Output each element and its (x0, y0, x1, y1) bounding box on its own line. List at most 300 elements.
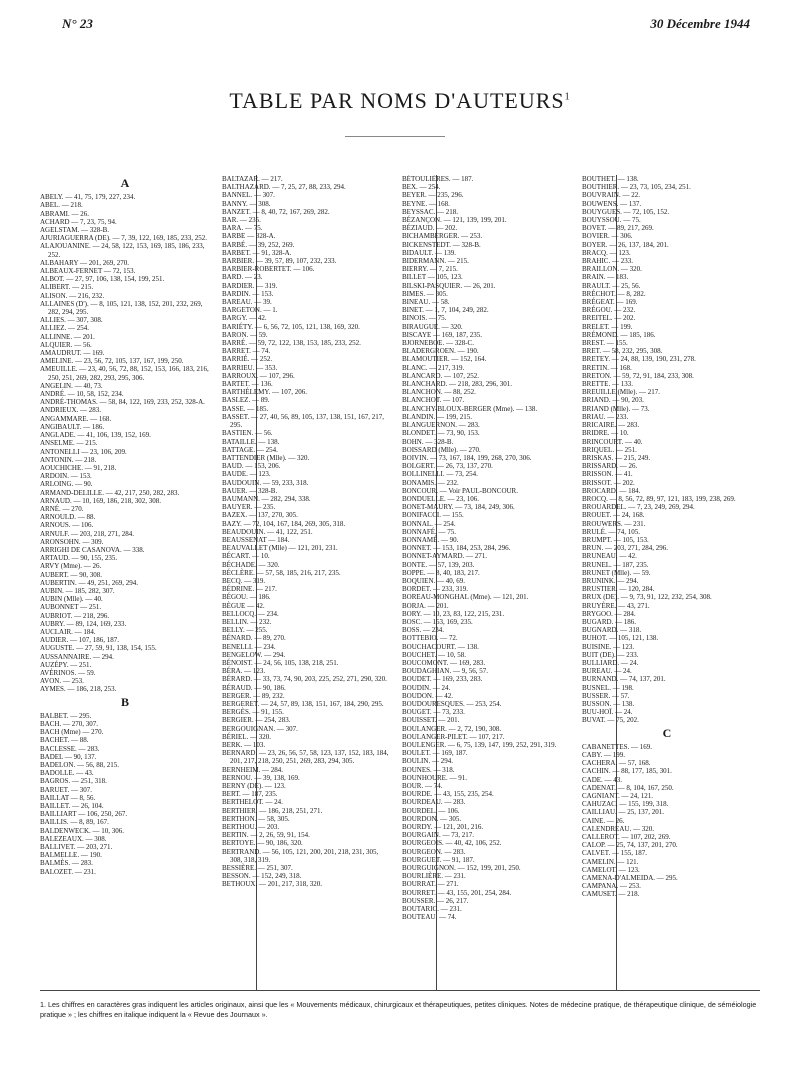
author-entry: BRUYÈRE. — 43, 271. (582, 601, 650, 610)
author-entry: BACH (Mme) — 270. (40, 728, 104, 737)
index-columns (40, 175, 760, 985)
author-entry: BOUCOMONT. — 169, 283. (402, 658, 486, 667)
author-entry: BAUER. — 328-B. (222, 486, 278, 495)
author-entry: BARBE — 328-A. (222, 232, 276, 241)
author-entry: BROCQ. — 8, 56, 72, 89, 97, 121, 183, 199, 238, 269. (582, 494, 736, 503)
author-entry: CABANETTES. — 169. (582, 742, 652, 751)
author-entry: BOURGUET. — 91, 187. (402, 855, 475, 864)
author-entry: BOUVRAIN. — 22. (582, 191, 640, 200)
author-entry: BESSON. — 152, 249, 318. (222, 872, 302, 881)
author-entry: BALTHAZARD. — 7, 25, 27, 88, 233, 294. (222, 183, 346, 192)
author-entry: BAZY. — 72, 104, 167, 184, 269, 305, 318. (222, 519, 346, 528)
author-entry: ALLIES. — 307, 308. (40, 316, 103, 325)
author-entry: BOSS. — 234. (402, 626, 445, 635)
author-entry: BERTIN. — 2, 26, 59, 91, 154. (222, 831, 310, 840)
author-entry: CAILLIAU. — 25, 137, 201. (582, 808, 665, 817)
author-entry: BARRÉ. — 59, 72, 122, 138, 153, 185, 233, 252. (222, 339, 361, 348)
author-entry: AUBERT. — 90, 308. (40, 570, 103, 579)
author-entry: CALLEROT. — 107, 202, 269. (582, 833, 671, 842)
author-entry: BRÉCHOT. — 8, 282. (582, 289, 646, 298)
author-entry: BUSNEL. — 198. (582, 683, 634, 692)
author-entry: BOUTHIER. — 23, 73, 105, 234, 251. (582, 183, 691, 192)
author-entry: BÉTOULIÈRES. — 187. (402, 175, 474, 183)
author-entry: BOUDET. — 169, 233, 283. (402, 675, 483, 684)
author-entry: ANDRIEUX. — 283. (40, 406, 102, 415)
author-entry: CAGNIANT. — 24, 121. (582, 792, 654, 801)
author-entry: BUSSER. — 57. (582, 691, 630, 700)
author-entry: BERTHON. — 58, 305. (222, 814, 290, 823)
footnote-rule (40, 990, 760, 991)
author-entry: BRYGOO. — 284. (582, 609, 636, 618)
author-entry: BERGIER. — 254, 283. (222, 716, 291, 725)
author-entry: BAILLIART — 106, 250, 267. (40, 810, 128, 819)
author-entry: BUIT (DE). — 233. (582, 650, 639, 659)
author-entry: BOSC. — 153, 169, 235. (402, 617, 473, 626)
author-entry: CADENAT. — 8, 104, 167, 250. (582, 783, 674, 792)
author-entry: BOHN. — 328-B. (402, 437, 454, 446)
author-entry: BATAILLE. — 138. (222, 437, 280, 446)
author-entry: BOUYGUES. — 72, 105, 152. (582, 207, 670, 216)
author-entry: CALVET. — 155, 187. (582, 849, 647, 858)
author-entry: BELLOCQ. — 234. (222, 609, 279, 618)
author-entry: CALENDREAU. — 320. (582, 824, 654, 833)
author-entry: BOUGET. — 73, 233. (402, 708, 465, 717)
author-entry: BUU-HOÏ. — 24. (582, 708, 633, 717)
author-entry: BUREAU. — 24. (582, 667, 632, 676)
author-entry: BERNY (DE). — 123. (222, 782, 286, 791)
author-entry: BOUTARIC. — 231. (402, 905, 462, 914)
author-entry: BOURDON. — 305. (402, 814, 462, 823)
author-entry: BUGNARD. — 318. (582, 626, 642, 635)
author-entry: BREST. — 155. (582, 339, 628, 348)
author-entry: BRUNINK. — 294. (582, 576, 639, 585)
author-entry: BATTAGE. — 254. (222, 445, 278, 454)
author-entry: BÉNOIST. — 24, 56, 105, 138, 218, 251. (222, 658, 339, 667)
author-entry: BASTIEN. — 56. (222, 429, 273, 438)
author-entry: BOLGERT. — 26, 73, 137, 270. (402, 462, 493, 471)
author-entry: BRAIN. — 183. (582, 273, 629, 282)
author-entry: BROUWERS. — 231. (582, 519, 646, 528)
author-entry: BAILLAT — 8, 56. (40, 793, 96, 802)
author-entry: BORJA. — 201. (402, 601, 449, 610)
author-entry: BRISKAS. — 215, 249. (582, 453, 651, 462)
author-entry: BOUNES. — 318. (402, 765, 455, 774)
author-entry: BOVIER. — 306. (582, 232, 633, 241)
author-entry: ARNOUS. — 106. (40, 521, 94, 530)
author-entry: BOUCHACOURT. — 138. (402, 642, 479, 651)
author-entry: BONTE. — 57, 139, 203. (402, 560, 475, 569)
author-entry: ALLAINES (D'). — 8, 105, 121, 138, 152, 201, 232, 269, 282, 294, 295. (40, 299, 203, 317)
author-entry: BLANC. — 217, 319. (402, 363, 465, 372)
author-entry: BOUDAGHIAN. — 9, 56, 57. (402, 667, 488, 676)
author-entry: BOVET. — 89, 217, 269. (582, 224, 654, 233)
author-entry: BECQ. — 319. (222, 576, 266, 585)
author-entry: AUBRIOT. — 218, 296. (40, 611, 110, 620)
author-entry: BOURLIÈRE. — 231. (402, 872, 466, 881)
author-entry: ANGELIN. — 40, 73. (40, 381, 103, 390)
author-entry: BRETON. — 59, 72, 91, 184, 233, 308. (582, 371, 694, 380)
author-entry: BARIÉTY. — 6, 56, 72, 105, 121, 138, 169, 320. (222, 322, 360, 331)
author-entry: AUBIN. — 185, 282, 307. (40, 586, 115, 595)
author-entry: BOULANGER. — 2, 72, 190, 308. (402, 724, 502, 733)
author-entry: BELLY. — 255. (222, 626, 268, 635)
author-entry: BRIQUEL. — 251. (582, 445, 637, 454)
author-entry: BALOZET. — 231. (40, 867, 96, 876)
author-entry: CAMPANA. — 253. (582, 882, 641, 891)
author-entry: BLANCHOT. — 107. (402, 396, 465, 405)
author-entry: BRÉGOU. — 232. (582, 306, 636, 315)
author-entry: BÉZANÇON. — 121, 139, 199, 201. (402, 216, 507, 225)
author-entry: BLANCHON. — 88, 252. (402, 388, 476, 397)
index-column (40, 175, 210, 985)
author-entry: BREITEL. — 202. (582, 314, 636, 323)
author-entry: BERGÈS. — 91, 155. (222, 708, 284, 717)
author-entry: BLANCHY-BLOUX-BERGER (Mme). — 138. (402, 404, 538, 413)
author-entry: AUSSANNAIRE. — 294. (40, 652, 114, 661)
author-entry: BARROUX. — 107, 296. (222, 371, 295, 380)
author-entry: BLONDET. — 73, 90, 153. (402, 429, 480, 438)
author-entry: BLADERGROEN. — 190. (402, 347, 479, 356)
author-entry: ABELY. — 41, 75, 179, 227, 234. (40, 193, 136, 202)
author-entry: BOURGEOIS. — 40, 42, 106, 252. (402, 839, 502, 848)
author-entry: ARTAUD. — 90, 155, 235. (40, 554, 118, 563)
author-entry: BERT. — 187, 235. (222, 790, 278, 799)
author-entry: BACHET. — 88. (40, 736, 89, 745)
author-entry: BUVAT. — 75, 202. (582, 716, 639, 725)
author-entry: AMELINE. — 23, 56, 72, 105, 137, 167, 199, 250. (40, 357, 184, 366)
author-entry: ANDRÉ-THOMAS. — 58, 84, 122, 169, 233, 252, 328-A. (40, 398, 205, 407)
author-entry: ANDRÉ. — 10, 58, 152, 234. (40, 390, 124, 399)
author-entry: BOURDEL. — 106. (402, 806, 460, 815)
index-column (222, 175, 392, 985)
author-entry: ALAJOUANINE. — 24, 58, 122, 153, 169, 185, 186, 233, 252. (40, 242, 205, 259)
author-entry: BERNARD. — 23, 26, 56, 57, 58, 123, 137, 152, 183, 184, 201, 217, 218, 250, 251, 269, 283, 294, 305. (222, 749, 389, 766)
author-entry: AOUCHICHE. — 91, 218. (40, 463, 117, 472)
author-entry: BARBÉ. — 39, 252, 269. (222, 240, 295, 249)
author-entry: BICHAMBERGER. — 253. (402, 232, 483, 241)
author-entry: CAMELOT. — 123. (582, 865, 640, 874)
author-entry: BOURDE. — 43, 155, 235, 254. (402, 790, 494, 799)
author-entry: BAR. — 235. (222, 216, 261, 225)
author-entry: BRIAND. — 90, 203. (582, 396, 644, 405)
author-entry: BIRAUGUE. — 320. (402, 322, 463, 331)
author-entry: BONNAFÉ. — 75. (402, 527, 457, 536)
author-entry: BROUET. — 24, 168. (582, 511, 645, 520)
author-entry: CABY. — 199. (582, 751, 626, 760)
author-entry: BOURDEAU. — 283. (402, 798, 466, 807)
author-entry: BRISSARD. — 26. (582, 462, 638, 471)
author-entry: BANNY. — 308. (222, 199, 271, 208)
author-entry: ALQUIER. — 56. (40, 340, 92, 349)
author-entry: BÉZIAUD. — 202. (402, 224, 458, 233)
author-entry: ANTONIN. — 218. (40, 455, 97, 464)
author-entry: BELLIN. — 232. (222, 617, 272, 626)
author-entry: BRELET. — 199. (582, 322, 633, 331)
author-entry: BIERRY. — 7, 215. (402, 265, 458, 274)
author-entry: CAMUSET. — 218. (582, 890, 640, 899)
author-entry: BAGROS. — 251, 318. (40, 777, 107, 786)
author-entry: BLANCHARD. — 218, 283, 296, 301. (402, 380, 513, 389)
author-entry: BOUTEAU. — 74. (402, 913, 457, 922)
author-entry: ANTONELLI — 23, 106, 209. (40, 447, 127, 456)
author-entry: BONIFACCI. — 155. (402, 511, 464, 520)
title-rule (345, 136, 445, 137)
author-entry: BENGELOW. — 294. (222, 650, 286, 659)
author-entry: ARNULF. — 203, 218, 271, 284. (40, 529, 134, 538)
author-entry: BOURRET. — 43, 155, 201, 254, 284. (402, 888, 512, 897)
section-letter: B (120, 694, 129, 709)
author-entry: BOURGEON. — 283. (402, 847, 466, 856)
index-column (582, 175, 752, 985)
author-entry: BAUYER. — 235. (222, 503, 276, 512)
author-entry: BALLIVET. — 203, 271. (40, 843, 113, 852)
author-entry: BUSSON. — 138. (582, 700, 635, 708)
author-entry: BALMÈS. — 283. (40, 859, 93, 868)
author-entry: BONAMIS. — 232. (402, 478, 459, 487)
author-entry: BOULIN. — 294. (402, 757, 453, 766)
author-entry: BREUILLE (Mlle). — 217. (582, 388, 660, 397)
author-entry: BOUYSSOU. — 75. (582, 216, 641, 225)
author-entry: BALBET. — 295. (40, 711, 92, 720)
author-entry: BOURGUIGNON. — 152, 199, 201, 250. (402, 864, 521, 873)
author-entry: BAREAU. — 39. (222, 298, 272, 307)
author-entry: AUDIER. — 107, 186, 187. (40, 636, 119, 645)
author-entry: BOUNHOURE. — 91. (402, 773, 467, 782)
author-entry: BOUCHET. — 10, 58. (402, 650, 467, 659)
author-entry: BALDENWECK. — 10, 306. (40, 826, 124, 835)
author-entry: BOYER. — 26, 137, 184, 201. (582, 240, 669, 249)
author-entry: BINEAU. — 58. (402, 298, 450, 307)
author-entry: BÈGUE — 42. (222, 601, 265, 610)
page-title (0, 88, 800, 114)
author-entry: ARMAND-DELILLE. — 42, 217, 250, 282, 283. (40, 488, 180, 497)
author-entry: ARRIGHI DE CASANOVA. — 338. (40, 545, 145, 554)
author-entry: ACHARD — 7, 23, 75, 94. (40, 217, 117, 226)
author-entry: BAILLET. — 26, 104. (40, 802, 104, 811)
author-entry: BAUDOUIN. — 59, 233, 318. (222, 478, 309, 487)
author-entry: BICKENSTEDT. — 328-B. (402, 240, 481, 249)
author-entry: BAILLIS. — 8, 89, 167. (40, 818, 109, 827)
author-entry: BLAMOUTIER. — 152, 164. (402, 355, 487, 364)
author-entry: BRÉMOND. — 185, 186. (582, 330, 656, 339)
index-column (402, 175, 572, 985)
author-entry: BADEL — 90, 137. (40, 752, 97, 761)
author-entry: ANGIBAULT. — 186. (40, 422, 105, 431)
author-entry: BRIAND (Mlle). — 73. (582, 404, 650, 413)
author-entry: ARNAUD. — 10, 169, 186, 218, 302, 308. (40, 496, 161, 505)
author-entry: BOIVIN. — 73, 167, 184, 199, 268, 270, 306. (402, 453, 532, 462)
author-entry: BRISSOT. — 202. (582, 478, 635, 487)
author-entry: BRETEY. — 24, 88, 139, 190, 231, 278. (582, 355, 696, 364)
author-entry: BRÉGEAT. — 169. (582, 298, 638, 307)
author-entry: BURNAND. — 74, 137, 201. (582, 675, 666, 684)
author-entry: ALIBERT. — 215. (40, 283, 94, 292)
author-entry: BÉCLÈRE. — 57, 58, 185, 216, 217, 235. (222, 568, 341, 577)
title-text: TABLE PAR NOMS D'AUTEURS (229, 88, 565, 113)
author-entry: BASSET. — 27, 40, 56, 89, 105, 137, 138, 151, 167, 217, 295. (222, 412, 385, 430)
issue-date: 30 Décembre 1944 (650, 16, 750, 31)
author-entry: BOURDY. — 121, 201, 216. (402, 823, 484, 832)
author-entry: BALEZEAUX. — 308. (40, 834, 107, 843)
author-entry: BRIDRE. — 10. (582, 429, 629, 438)
author-entry: BEAUVALLET (Mlle) — 121, 201, 231. (222, 544, 338, 553)
author-entry: ARNÉ. — 270. (40, 504, 84, 513)
author-entry: CALOP. — 25, 74, 137, 201, 270. (582, 841, 678, 850)
author-entry: BRACQ. — 123. (582, 248, 631, 257)
author-entry: BOUR. — 74. (402, 782, 443, 791)
author-entry: BEX. — 254. (402, 183, 441, 192)
author-entry: AUCLAIR. — 184. (40, 627, 96, 636)
author-entry: AJURIAGUERRA (DE). — 7, 39, 122, 169, 185, 233, 252. (40, 234, 208, 243)
author-entry: BOTTEBIO. — 72. (402, 634, 458, 643)
author-entry: BÉRIEL. — 320. (222, 732, 271, 741)
author-entry: CACHIN. — 88, 177, 185, 301. (582, 767, 672, 776)
author-entry: BÉDRINE. — 217. (222, 585, 277, 594)
author-entry: BADOLLE. — 43. (40, 769, 94, 778)
author-entry: BLANDIN. — 199, 215. (402, 412, 472, 421)
author-entry: BANZET. — 8, 40, 72, 167, 269, 282. (222, 207, 330, 216)
author-entry: BACH. — 270, 307. (40, 720, 98, 728)
author-entry: ANGLADE. — 41, 106, 139, 152, 169. (40, 431, 151, 440)
author-entry: BISCAYE — 169, 187, 235. (402, 330, 483, 339)
author-entry: BRETTE. — 133. (582, 380, 633, 389)
author-entry: BUHOT. — 105, 121, 138. (582, 634, 659, 643)
author-entry: AUBRY. — 89, 124, 169, 233. (40, 619, 127, 628)
author-entry: BUISINE. — 123. (582, 642, 635, 651)
author-entry: BOLLINELLI. — 73, 254. (402, 470, 478, 479)
author-entry: BLANGUERNON. — 283. (402, 421, 480, 430)
author-entry: BRAILLON. — 320. (582, 265, 642, 274)
author-entry: BARDIER. — 319. (222, 281, 278, 290)
author-entry: ALLIEZ. — 254. (40, 324, 89, 333)
author-entry: BIDAULT. — 139. (402, 248, 457, 257)
author-entry: BARD. — 23. (222, 273, 263, 282)
author-entry: CAMELIN. — 121. (582, 857, 639, 866)
author-entry: ARVY (Mme). — 26. (40, 562, 102, 571)
author-entry: BRISSON. — 41. (582, 470, 633, 479)
author-entry: BRUX (DE). — 9, 73, 91, 122, 232, 254, 308. (582, 593, 712, 602)
author-entry: BIDERMANN. — 215. (402, 257, 469, 266)
author-entry: BULLIARD. — 24. (582, 658, 639, 667)
author-entry: BARUET. — 307. (40, 785, 92, 794)
author-entry: BATTENDIER (Mlle). — 320. (222, 453, 310, 462)
author-entry: BEAUSSENAT — 184. (222, 535, 290, 544)
author-entry: AVÉRINOS. — 59. (40, 668, 96, 677)
author-entry: CACHERA. — 57, 168. (582, 759, 651, 768)
author-entry: ALISON. — 216, 232. (40, 291, 105, 300)
author-entry: BAUMANN. — 282, 294, 338. (222, 494, 311, 503)
author-entry: BRUNEL. — 187, 235. (582, 560, 649, 569)
author-entry: BERTHIER. — 186, 218, 251, 271. (222, 806, 323, 815)
author-entry: BILSKI-PASQUIER. — 26, 201. (402, 281, 496, 290)
author-entry: BERK. — 103. (222, 741, 266, 750)
author-entry: BERGER. — 89, 232. (222, 691, 285, 700)
author-entry: BEYSSAC. — 218. (402, 207, 459, 216)
section-letter: A (120, 176, 130, 190)
author-entry: BOQUIEN. — 40, 69. (402, 576, 465, 585)
author-entry: BRUSTIER. — 120, 284. (582, 585, 655, 594)
author-entry: BEYNE. — 168. (402, 199, 450, 208)
author-entry: BRINCOURT. — 40. (582, 437, 643, 446)
page-header (62, 16, 750, 32)
author-entry: BAZEX. — 137, 270, 305. (222, 511, 298, 520)
author-entry: CAHUZAC. — 155, 199, 318. (582, 800, 669, 809)
author-entry: BRUN. — 203, 271, 284, 296. (582, 544, 668, 553)
author-entry: BARTHÉLEMY. — 107, 206. (222, 388, 308, 397)
author-entry: AVON. — 253. (40, 677, 84, 686)
author-entry: BEAUDOUIN. — 41, 122, 251. (222, 527, 313, 536)
author-entry: ARDOIN. — 153. (40, 472, 92, 481)
author-entry: BRICAIRE. — 283. (582, 421, 640, 430)
author-entry: BARGY. — 42. (222, 314, 267, 323)
author-entry: BARDIN. — 153. (222, 289, 274, 298)
author-entry: BRUNET (Mlle). — 59. (582, 568, 651, 577)
author-entry: ALBOT. — 27, 97, 106, 138, 154, 199, 251. (40, 275, 165, 284)
author-entry: BORY. — 10, 23, 83, 122, 215, 231. (402, 609, 505, 618)
author-entry: BRULÉ. — 74, 105. (582, 527, 640, 536)
author-entry: BARGETON. — 1. (222, 306, 278, 315)
author-entry: BERTHOU. — 203. (222, 823, 280, 832)
author-entry: BOPPE. — 8, 40, 183, 217. (402, 568, 480, 577)
author-entry: BÉCHADE. — 320. (222, 560, 280, 569)
author-entry: BONNET-AYMARD. — 271. (402, 552, 488, 561)
author-entry: AUGUSTE. — 27, 59, 91, 138, 154, 155. (40, 644, 157, 653)
author-entry: BOUTHET. — 138. (582, 175, 639, 183)
section-letter: C (662, 725, 672, 740)
author-entry: BACLESSE. — 283. (40, 744, 100, 753)
author-entry: BÉCART. — 10. (222, 552, 270, 561)
author-entry: BARTET. — 136. (222, 380, 273, 389)
author-entry: BARBIER-ROBERTET. — 106. (222, 265, 315, 274)
author-entry: BOUSSER. — 26, 217. (402, 896, 469, 905)
author-entry: BAUD. — 153, 206. (222, 462, 281, 471)
author-entry: BONDUELLE. — 23, 106. (402, 494, 479, 503)
author-entry: BOUDOURESQUES. — 253, 254. (402, 700, 502, 708)
author-entry: BINET. — 1, 7, 104, 249, 282. (402, 306, 489, 315)
author-entry: BOUISSET. — 201. (402, 716, 460, 725)
author-entry: BOULENGER. — 6, 75, 139, 147, 199, 252, 291, 319. (402, 741, 557, 750)
author-entry: ABEL. — 218. (40, 201, 83, 210)
author-entry: BASLEZ. — 89. (222, 396, 270, 405)
author-entry: BÉRARD. — 33, 73, 74, 90, 203, 225, 252, 271, 290, 320. (222, 675, 387, 684)
author-entry: BERNHEIM. — 284. (222, 765, 284, 774)
issue-number: N° 23 (62, 16, 93, 31)
author-entry: AUBONNET — 251. (40, 603, 102, 612)
author-entry: BORDET. — 233, 319. (402, 585, 468, 594)
author-entry: BRAHIC. — 233. (582, 257, 633, 266)
author-entry: BERGERET. — 24, 57, 89, 138, 151, 167, 184, 290, 295. (222, 700, 384, 708)
author-entry: BENELLI. — 234. (222, 642, 276, 651)
author-entry: BANNEL. — 307. (222, 191, 275, 200)
author-entry: CAMENA-D'ALMEIDA. — 295. (582, 874, 678, 883)
author-entry: BONNAL. — 254. (402, 519, 456, 528)
author-entry: BOULANGER-PILET. — 107, 217. (402, 732, 505, 741)
author-entry: BINOIS. — 75. (402, 314, 447, 323)
author-entry: BEYER. — 235, 296. (402, 191, 464, 200)
author-entry: AMAUDRUT. — 169. (40, 349, 105, 358)
author-entry: BRETIN. — 168. (582, 363, 632, 372)
author-entry: BALMELLE. — 190. (40, 851, 102, 860)
author-entry: ALBEAUX-FERNET — 72, 153. (40, 267, 136, 276)
author-entry: AUBERTIN. — 49, 251, 269, 294. (40, 578, 138, 587)
author-entry: BARRET. — 74. (222, 347, 271, 356)
author-entry: ANGAMMARE. — 168. (40, 414, 112, 423)
author-entry: BÉRA. — 123. (222, 667, 266, 676)
author-entry: BARRIEU. — 353. (222, 363, 278, 372)
author-entry: BÉRAUD. — 90, 186. (222, 683, 286, 692)
author-entry: BOULET. — 169, 187. (402, 749, 468, 758)
author-entry: BRET. — 58, 232, 295, 308. (582, 347, 663, 356)
